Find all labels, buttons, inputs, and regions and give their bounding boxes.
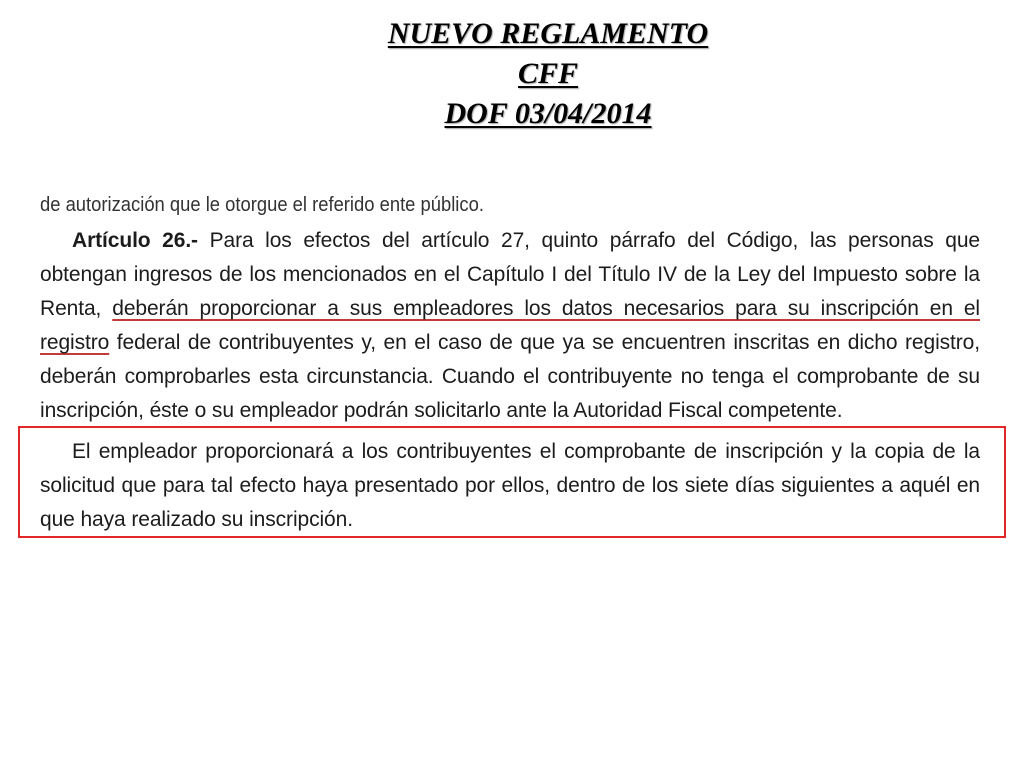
- scanned-document: [0, 190, 1024, 570]
- highlighted-paragraph-text: El empleador proporcionará a los contribuyentes el comprobante de inscripción y la copia de la solicitud que para tal efecto haya presentado por ellos, dentro de los siete días siguientes a aquél en que haya realizado su inscripción.: [40, 440, 980, 531]
- title-line-1: NUEVO REGLAMENTO: [387, 17, 709, 50]
- title-line-2: CFF: [517, 57, 579, 90]
- article-paragraph: [40, 224, 980, 428]
- cut-off-line: [40, 190, 640, 216]
- article-text-after: federal de contribuyentes y, en el caso de que ya se encuentren inscritas en dicho registro, deberán comprobarles esta circunstancia. Cuando el contribuyente no tenga el comprobante de su inscripción, éste o su empleador podrán solicitarlo ante la Autoridad Fiscal competente.: [40, 331, 980, 422]
- article-text-before: Para los efectos del artículo 27, quinto párrafo del Código, las personas que obtengan ingresos de los mencionados en el Capítulo I del Título IV de la Ley del Impuesto sobre la Renta,: [40, 229, 980, 320]
- slide-title: [0, 14, 1024, 134]
- article-underlined-text: deberán proporcionar a sus empleadores los datos necesarios para su inscripción en el registro: [40, 297, 980, 354]
- title-line-3: DOF 03/04/2014: [444, 97, 652, 130]
- article-label: Artículo 26.-: [72, 229, 198, 252]
- highlighted-paragraph: [40, 435, 980, 537]
- cut-off-text: de autorización que le otorgue el referido ente público.: [40, 194, 484, 216]
